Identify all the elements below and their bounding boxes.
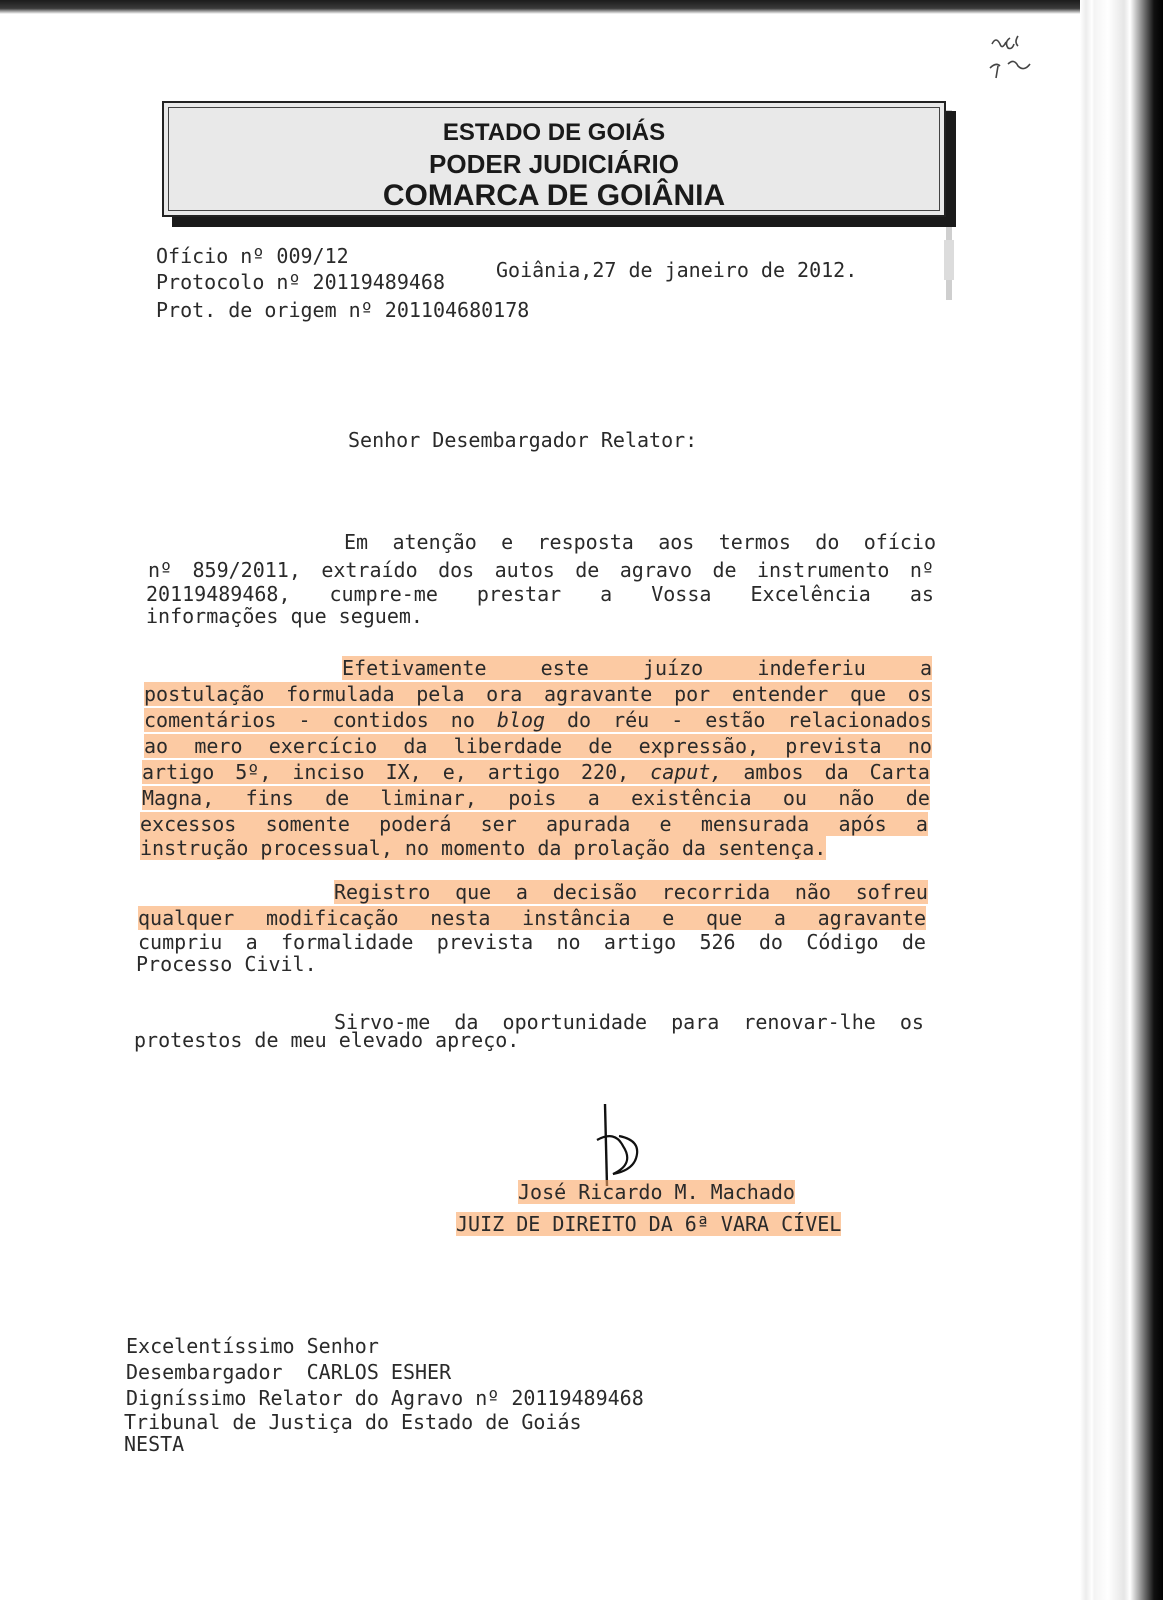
word: comentários xyxy=(144,708,277,732)
word: estão xyxy=(705,708,766,732)
word: da xyxy=(403,734,428,758)
handwritten-signature xyxy=(595,1100,655,1190)
paragraph-2-line-3 xyxy=(144,708,932,732)
word: ao xyxy=(144,734,169,758)
word: Código xyxy=(806,930,879,954)
word: fins xyxy=(245,786,294,810)
word: prevista xyxy=(785,734,882,758)
word: e xyxy=(659,812,672,836)
word: 526 xyxy=(699,930,736,954)
origin-protocol-number: Prot. de origem nº 201104680178 xyxy=(156,298,530,322)
paragraph-3-line-3 xyxy=(138,930,926,954)
paragraph-3-line-4: Processo Civil. xyxy=(136,952,317,976)
word: nº xyxy=(148,558,173,582)
paragraph-2-line-5 xyxy=(142,760,930,784)
word: a xyxy=(515,880,528,904)
word: ou xyxy=(782,786,807,810)
word: formalidade xyxy=(281,930,414,954)
word: 20119489468, xyxy=(146,582,291,606)
word: extraído xyxy=(321,558,418,582)
word: 220, xyxy=(581,760,630,784)
word: Vossa xyxy=(651,582,712,606)
paragraph-2-line-8: instrução processual, no momento da prolação da sentença. xyxy=(140,836,827,860)
word: sofreu xyxy=(855,880,928,904)
paragraph-2-line-1 xyxy=(342,656,932,680)
paragraph-2-line-7 xyxy=(140,812,928,836)
word: qualquer xyxy=(138,906,235,930)
word: prevista xyxy=(436,930,534,954)
word: termos xyxy=(718,530,791,554)
word: exercício xyxy=(268,734,378,758)
word: excessos xyxy=(140,812,237,836)
paragraph-3-line-1 xyxy=(334,880,928,904)
word: IX, xyxy=(385,760,422,784)
word: ser xyxy=(480,812,517,836)
paragraph-2-line-6 xyxy=(142,786,930,810)
salutation: Senhor Desembargador Relator: xyxy=(348,428,698,452)
paragraph-2-line-2 xyxy=(144,682,932,706)
protocol-number: Protocolo nº 20119489468 xyxy=(156,270,445,294)
word: e xyxy=(662,906,675,930)
word: somente xyxy=(265,812,350,836)
word: instância xyxy=(522,906,631,930)
word: existência xyxy=(631,786,752,810)
word: artigo xyxy=(603,930,677,954)
word: artigo xyxy=(487,760,561,784)
word: liberdade xyxy=(453,734,563,758)
word: autos xyxy=(494,558,555,582)
paragraph-2-line-4 xyxy=(144,734,932,758)
letterhead-state: ESTADO DE GOIÁS xyxy=(442,119,666,146)
word: no xyxy=(556,930,581,954)
word: as xyxy=(909,582,934,606)
word: decisão xyxy=(552,880,637,904)
word: não xyxy=(794,880,831,904)
word: de xyxy=(588,734,613,758)
word: apurada xyxy=(546,812,631,836)
addressee-line-3: Digníssimo Relator do Agravo nº 20119489468 xyxy=(126,1386,644,1410)
word: resposta xyxy=(537,530,634,554)
word: de xyxy=(901,930,926,954)
scan-top-edge xyxy=(0,0,1163,14)
word: Carta xyxy=(869,760,930,784)
word: Sirvo-me xyxy=(334,1010,431,1034)
word: liminar, xyxy=(380,786,477,810)
word: indeferiu xyxy=(757,656,866,680)
word: agravante xyxy=(817,906,926,930)
word: no xyxy=(907,734,932,758)
word: oportunidade xyxy=(502,1010,648,1034)
word: Magna, xyxy=(142,786,215,810)
addressee-line-1: Excelentíssimo Senhor xyxy=(126,1334,379,1358)
word: a xyxy=(773,906,786,930)
word: formulada xyxy=(286,682,395,706)
word: da xyxy=(454,1010,479,1034)
word: que xyxy=(706,906,743,930)
word: caput, xyxy=(650,760,723,784)
word: este xyxy=(540,656,589,680)
word: para xyxy=(671,1010,720,1034)
word: - xyxy=(671,708,684,732)
addressee-line-4: Tribunal de Justiça do Estado de Goiás xyxy=(124,1410,582,1434)
word: entender xyxy=(731,682,829,706)
page-number-mark xyxy=(988,30,1048,90)
word: e, xyxy=(442,760,467,784)
word: do xyxy=(758,930,783,954)
word: a xyxy=(919,656,932,680)
signatory-name: José Ricardo M. Machado xyxy=(518,1180,795,1204)
paragraph-1-line-1 xyxy=(344,530,936,554)
word: dos xyxy=(438,558,475,582)
word: de xyxy=(905,786,930,810)
word: a xyxy=(245,930,258,954)
word: recorrida xyxy=(661,880,771,904)
word: poderá xyxy=(379,812,452,836)
word: - xyxy=(298,708,311,732)
place-date: Goiânia,27 de janeiro de 2012. xyxy=(496,258,858,282)
word: ambos xyxy=(743,760,804,784)
word: cumpre-me xyxy=(329,582,438,606)
word: mensurada xyxy=(700,812,810,836)
word: mero xyxy=(194,734,243,758)
word: e xyxy=(501,530,514,554)
word: instrumento xyxy=(756,558,890,582)
word: que xyxy=(849,682,887,706)
addressee-line-5: NESTA xyxy=(124,1432,185,1456)
word: do xyxy=(567,708,592,732)
word: nº xyxy=(909,558,934,582)
word: atenção xyxy=(392,530,477,554)
word: após xyxy=(838,812,887,836)
paragraph-3-line-2 xyxy=(138,906,926,930)
word: a xyxy=(587,786,600,810)
paragraph-1-line-2 xyxy=(148,558,934,582)
word: postulação xyxy=(144,682,265,706)
word: da xyxy=(824,760,849,784)
letterhead-district: COMARCA DE GOIÂNIA xyxy=(382,179,726,212)
letterhead-box xyxy=(162,101,946,217)
word: contidos xyxy=(332,708,429,732)
word: aos xyxy=(658,530,695,554)
word: pela xyxy=(416,682,465,706)
word: agravante xyxy=(543,682,653,706)
word: agravo xyxy=(619,558,693,582)
word: modificação xyxy=(266,906,399,930)
word: não xyxy=(838,786,875,810)
word: a xyxy=(915,812,928,836)
word: os xyxy=(907,682,932,706)
word: nesta xyxy=(430,906,491,930)
word: por xyxy=(674,682,711,706)
word: artigo xyxy=(142,760,215,784)
paragraph-4-line-2: protestos de meu elevado apreço. xyxy=(134,1028,520,1052)
word: no xyxy=(450,708,475,732)
paragraph-1-line-3 xyxy=(146,582,934,606)
word: Efetivamente xyxy=(342,656,487,680)
word: blog xyxy=(496,708,546,732)
word: os xyxy=(899,1010,924,1034)
word: relacionados xyxy=(787,708,932,732)
word: de xyxy=(712,558,737,582)
word: renovar-lhe xyxy=(743,1010,876,1034)
letterhead-judiciary: PODER JUDICIÁRIO xyxy=(429,149,679,179)
word: inciso xyxy=(292,760,365,784)
word: 859/2011, xyxy=(192,558,301,582)
addressee-line-2: Desembargador CARLOS ESHER xyxy=(126,1360,452,1384)
word: que xyxy=(455,880,492,904)
word: a xyxy=(600,582,613,606)
word: ofício xyxy=(863,530,936,554)
word: Excelência xyxy=(750,582,871,606)
word: do xyxy=(815,530,840,554)
word: de xyxy=(325,786,350,810)
word: pois xyxy=(508,786,557,810)
word: ora xyxy=(486,682,523,706)
word: 5º, xyxy=(235,760,272,784)
word: Registro xyxy=(334,880,431,904)
word: réu xyxy=(613,708,650,732)
oficio-number: Ofício nº 009/12 xyxy=(156,244,349,268)
paragraph-1-line-4: informações que seguem. xyxy=(146,604,423,628)
scan-right-edge xyxy=(1080,0,1163,1600)
word: expressão, xyxy=(638,734,760,758)
word: de xyxy=(575,558,600,582)
word: cumpriu xyxy=(138,930,223,954)
signatory-title: JUIZ DE DIREITO DA 6ª VARA CÍVEL xyxy=(456,1212,842,1236)
word: prestar xyxy=(476,582,562,606)
word: juízo xyxy=(643,656,704,680)
word: Em xyxy=(344,530,369,554)
